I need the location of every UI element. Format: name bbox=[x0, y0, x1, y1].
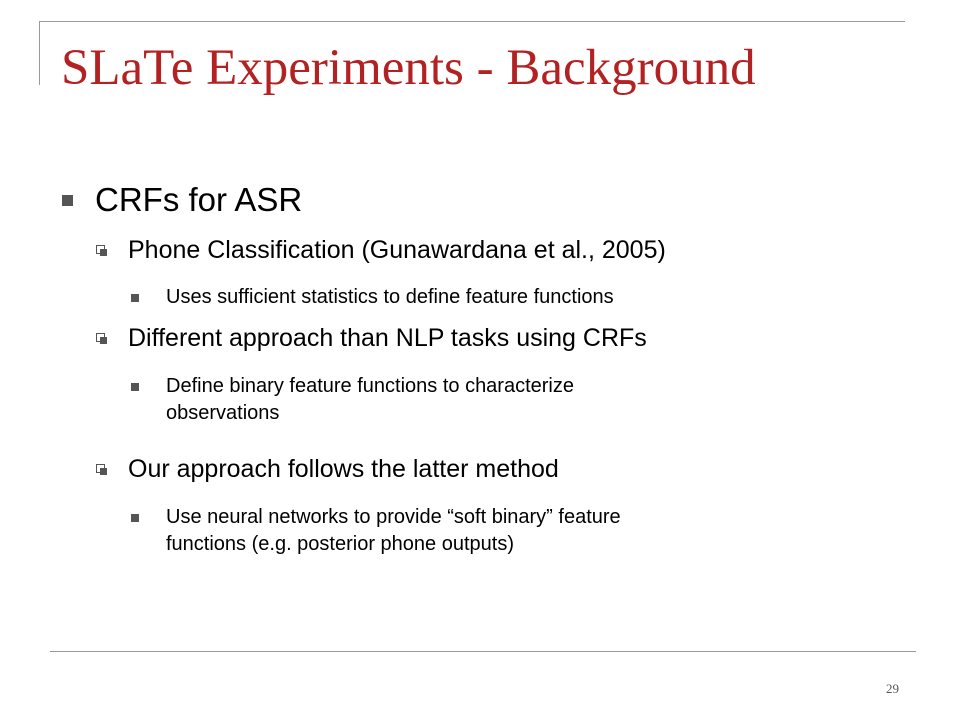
bullet-level3 bbox=[166, 504, 621, 558]
bullet-text-continuation: functions (e.g. posterior phone outputs) bbox=[166, 533, 514, 555]
bullet-text: Our approach follows the latter method bbox=[128, 455, 559, 483]
hollow-square-bullet-icon bbox=[96, 333, 105, 342]
square-bullet-icon bbox=[131, 294, 139, 302]
bullet-level3 bbox=[166, 373, 574, 427]
bullet-level2 bbox=[128, 235, 666, 265]
square-bullet-icon bbox=[62, 195, 73, 206]
bullet-level2 bbox=[128, 454, 559, 484]
bullet-text: Phone Classification (Gunawardana et al., 2005) bbox=[128, 236, 666, 264]
bullet-text: Different approach than NLP tasks using CRFs bbox=[128, 324, 647, 352]
square-bullet-icon bbox=[131, 383, 139, 391]
slide-title: SLaTe Experiments - Background bbox=[61, 40, 756, 96]
bottom-rule bbox=[50, 651, 916, 652]
top-rule bbox=[39, 21, 905, 22]
bullet-level1 bbox=[95, 181, 302, 219]
bullet-text-continuation: observations bbox=[166, 402, 280, 424]
bullet-level2 bbox=[128, 323, 647, 353]
bullet-text: Define binary feature functions to characterize bbox=[166, 375, 574, 397]
bullet-text: Uses sufficient statistics to define feature functions bbox=[166, 286, 614, 308]
bullet-text: CRFs for ASR bbox=[95, 181, 303, 218]
page-number: 29 bbox=[886, 681, 899, 696]
left-rule bbox=[39, 21, 40, 85]
hollow-square-bullet-icon bbox=[96, 245, 105, 254]
square-bullet-icon bbox=[131, 514, 139, 522]
bullet-text: Use neural networks to provide “soft binary” feature bbox=[166, 506, 621, 528]
hollow-square-bullet-icon bbox=[96, 464, 105, 473]
bullet-level3 bbox=[166, 284, 614, 311]
